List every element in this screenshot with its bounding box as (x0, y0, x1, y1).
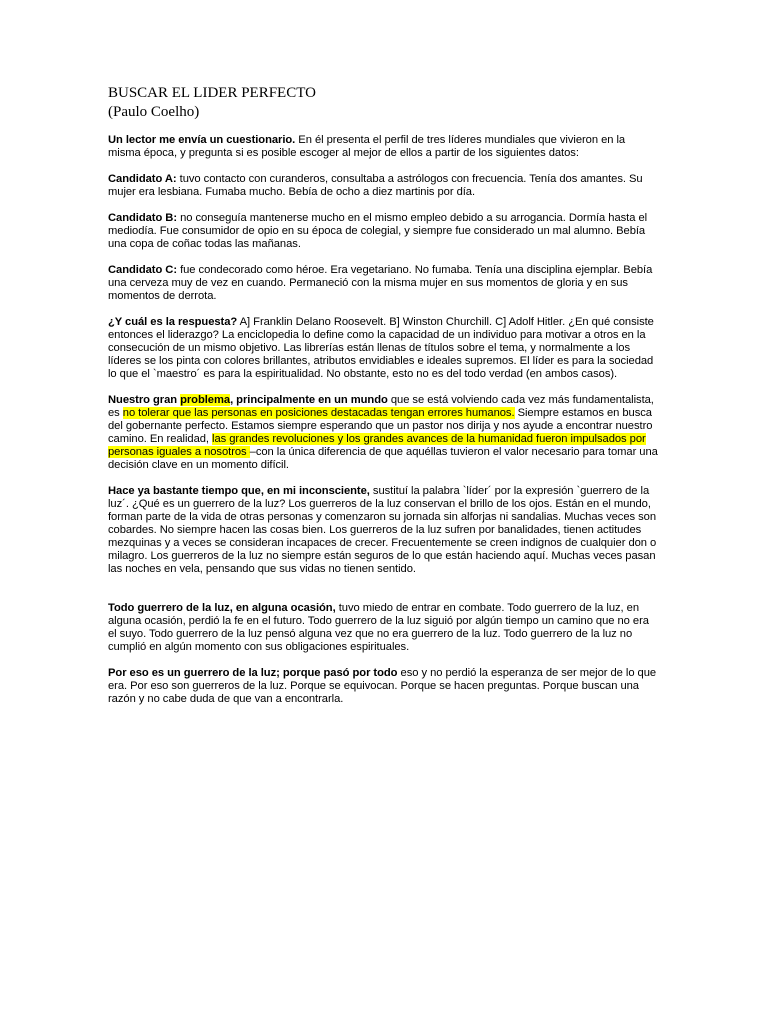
highlighted-text: no tolerar que las personas en posiciones destacadas tengan errores humanos. (122, 407, 515, 419)
paragraph-text: no conseguía mantenerse mucho en el mismo empleo debido a su arrogancia. Dormía hasta el mediodía. Fue consumidor de opio en su época de colegial, y siempre fue considerado un mal alumno. Bebía una copa de coñac todas las mañanas. (108, 212, 648, 250)
paragraph-problem (108, 394, 660, 472)
paragraph-lead: Un lector me envía un cuestionario. (108, 134, 296, 146)
paragraph-lead: Candidato B: (108, 212, 178, 224)
paragraph-conclusion (108, 667, 660, 706)
paragraph-lead: Nuestro gran (108, 394, 181, 406)
paragraph-warrior-fears (108, 602, 660, 654)
paragraph-text: Siempre estamos en busca del gobernante perfecto. Estamos siempre esperando que un pastor nos dirija y nos ayude a encontrar nuestro camino. En realidad, (108, 407, 653, 445)
paragraph-lead: , principalmente en un mundo (230, 394, 388, 406)
document-page (108, 84, 660, 719)
paragraph-candidate-b (108, 212, 660, 251)
paragraph-warrior-definition (108, 485, 660, 576)
paragraph-lead: ¿Y cuál es la respuesta? (108, 316, 238, 328)
paragraph-text: A] Franklin Delano Roosevelt. B] Winston Churchill. C] Adolf Hitler. ¿En qué consiste entonces el liderazgo? La enciclopedia lo define como la capacidad de un individuo para motivar a otros en la consecución de un mismo objetivo. Las librerías están llenas de títulos sobre el tema, y normalmente a los líderes se los pinta con colores brillantes, atributos envidiables e ideales supremos. El líder es para la sociedad lo que el `maestro´ es para la espiritualidad. No obstante, esto no es del todo verdad (en ambos casos). (108, 316, 654, 380)
paragraph-lead: Candidato C: (108, 264, 178, 276)
highlighted-text: las grandes revoluciones y los grandes avances de la humanidad fueron impulsados por personas iguales a nosotros (108, 433, 646, 458)
document-author: (Paulo Coelho) (108, 104, 200, 120)
paragraph-candidate-a (108, 173, 660, 199)
paragraph-text: En él presenta el perfil de tres líderes mundiales que vivieron en la misma época, y pregunta si es posible escoger al mejor de ellos a partir de los siguientes datos: (108, 134, 626, 159)
paragraph-text: fue condecorado como héroe. Era vegetariano. No fumaba. Tenía una disciplina ejemplar. Bebía una cerveza muy de vez en cuando. Permaneció con la misma mujer en sus momentos de gloria y en sus momentos de derrota. (108, 264, 653, 302)
paragraph-candidate-c (108, 264, 660, 303)
paragraph-lead: Hace ya bastante tiempo que, en mi inconsciente, (108, 485, 370, 497)
paragraph-lead: Candidato A: (108, 173, 177, 185)
paragraph-lead: Todo guerrero de la luz, en alguna ocasión, (108, 602, 336, 614)
highlighted-lead-word: problema (180, 394, 231, 406)
paragraph-text: que se está volviendo cada vez más fundamentalista, es (108, 394, 654, 419)
paragraph-text: eso y no perdió la esperanza de ser mejor de lo que era. Por eso son guerreros de la luz. Porque se equivocan. Porque se hacen preguntas. Porque buscan una razón y no cabe duda de que van a encontrarla. (108, 667, 657, 705)
paragraph-text: sustituí la palabra `líder´ por la expresión `guerrero de la luz´. ¿Qué es un guerrero de la luz? Los guerreros de la luz conservan el brillo de los ojos. Están en el mundo, forman parte de la vida de otras personas y comenzaron su jornada sin alforjas ni sandalias. Muchas veces son cobardes. No siempre hacen las cosas bien. Los guerreros de la luz sufren por banalidades, tienen actitudes mezquinas y a veces se consideran incapaces de crecer. Frecuentemente se creen indignos de cualquier don o milagro. Los guerreros de la luz no siempre están seguros de lo que están haciendo aquí. Muchas veces pasan las noches en vela, pensando que sus vidas no tienen sentido. (108, 485, 657, 575)
paragraph-text: –con la única diferencia de que aquéllas tuvieron el valor necesario para tomar una decisión clave en un momento difícil. (108, 446, 658, 471)
paragraph-intro (108, 134, 660, 160)
paragraph-lead: Por eso es un guerrero de la luz; porque pasó por todo (108, 667, 398, 679)
document-title: BUSCAR EL LIDER PERFECTO (108, 85, 316, 101)
paragraph-text: tuvo contacto con curanderos, consultaba a astrólogos con frecuencia. Tenía dos amantes. Su mujer era lesbiana. Fumaba mucho. Bebía de ocho a diez martinis por día. (108, 173, 643, 198)
paragraph-text: tuvo miedo de entrar en combate. Todo guerrero de la luz, en alguna ocasión, perdió la fe en el futuro. Todo guerrero de la luz siguió por algún tiempo un camino que no era el suyo. Todo guerrero de la luz pensó alguna vez que no era guerrero de la luz. Todo guerrero de la luz no cumplió en algún momento con sus obligaciones espirituales. (108, 602, 649, 653)
paragraph-answer (108, 316, 660, 381)
